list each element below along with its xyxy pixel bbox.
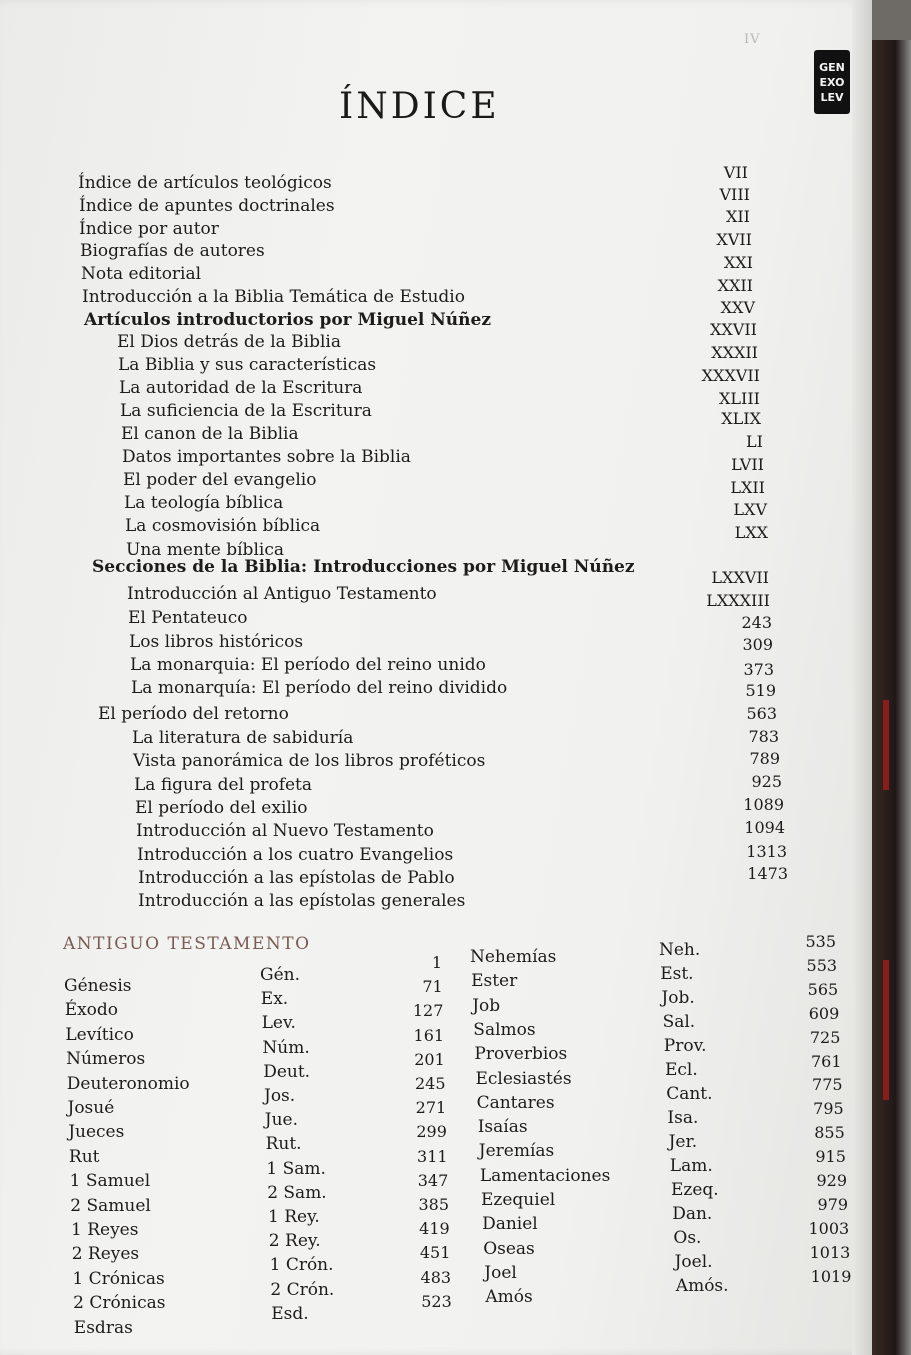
book-abbreviation: Gén.	[260, 965, 300, 985]
book-name: 2 Crónicas	[73, 1293, 166, 1314]
toc-entry-page: 783	[748, 727, 779, 746]
book-name: Isaías	[477, 1117, 528, 1138]
toc-entry-label: Vista panorámica de los libros proféticos	[133, 751, 486, 771]
toc-entry-page: LVII	[731, 455, 764, 474]
book-name: Deuteronomio	[66, 1073, 190, 1094]
book-page-number: 523	[421, 1291, 452, 1311]
toc-entry-label: Índice de artículos teológicos	[78, 173, 332, 193]
book-name: Salmos	[473, 1019, 536, 1040]
toc-entry-label: El período del retorno	[98, 704, 289, 724]
book-abbreviation: 1 Sam.	[266, 1158, 326, 1179]
toc-entry-page: XLIX	[721, 409, 761, 428]
toc-entry-label: La figura del profeta	[134, 775, 313, 795]
book-name: Joel	[484, 1262, 517, 1283]
book-page-number: 127	[412, 1001, 444, 1021]
toc-entry-page: XVII	[716, 230, 752, 249]
toc-entry-label: La literatura de sabiduría	[132, 728, 354, 748]
book-name: Lamentaciones	[479, 1165, 611, 1186]
toc-entry-label: Introducción a la Biblia Temática de Estudio	[82, 287, 465, 307]
toc-entry-page: 1094	[744, 818, 785, 837]
book-page-number: 979	[817, 1194, 849, 1214]
toc-entry-page: XXV	[720, 298, 755, 317]
book-name: Eclesiastés	[475, 1068, 572, 1089]
toc-entry-page: 373	[743, 660, 774, 679]
book-page-number: 553	[806, 955, 838, 975]
toc-entry-page: XXVII	[710, 320, 757, 339]
book-abbreviation: Cant.	[666, 1084, 713, 1104]
ribbon-marker	[883, 960, 889, 1100]
book-cover	[872, 40, 911, 1355]
thumb-tab-label: LEV	[820, 90, 844, 104]
book-name: 1 Samuel	[69, 1171, 151, 1192]
book-page-number: 71	[422, 977, 443, 997]
book-abbreviation: Ezeq.	[671, 1180, 719, 1200]
book-abbreviation: Lev.	[261, 1013, 296, 1034]
page-folio: IV	[744, 32, 761, 47]
book-abbreviation: 2 Crón.	[270, 1279, 335, 1300]
toc-entry-page: 243	[741, 613, 772, 632]
toc-entry-page: VIII	[719, 185, 750, 204]
toc-entry-label: Nota editorial	[81, 264, 202, 284]
book-page-number: 271	[415, 1098, 447, 1118]
toc-entry-label: El Dios detrás de la Biblia	[117, 332, 341, 352]
book-page-number: 419	[419, 1219, 450, 1239]
book-name: Job	[472, 995, 501, 1016]
book-abbreviation: 2 Sam.	[267, 1182, 327, 1203]
book-name: Esdras	[73, 1317, 133, 1338]
book-page-number: 299	[416, 1122, 447, 1142]
book-abbreviation: Prov.	[663, 1036, 707, 1056]
book-page-number: 795	[813, 1099, 844, 1119]
book-page-number: 385	[418, 1195, 449, 1214]
toc-entry-page: XXXII	[711, 343, 758, 362]
toc-entry-label: Introducción a los cuatro Evangelios	[137, 845, 454, 865]
book-name: Jeremías	[478, 1141, 555, 1162]
book-page-number: 565	[807, 979, 839, 999]
toc-entry-page: 1089	[743, 795, 784, 814]
book-abbreviation: 2 Rey.	[268, 1231, 321, 1252]
book-page-number: 1	[431, 953, 442, 972]
book-page-number: 1019	[810, 1266, 852, 1286]
toc-entry-page: 519	[745, 681, 776, 700]
book-abbreviation: Neh.	[659, 940, 701, 960]
page-title: ÍNDICE	[339, 86, 500, 127]
toc-entry-label: Introducción al Antiguo Testamento	[127, 584, 437, 604]
book-abbreviation: Os.	[673, 1228, 702, 1248]
book-page-number: 311	[417, 1146, 448, 1166]
book-abbreviation: Núm.	[262, 1037, 310, 1058]
toc-entry-page: VII	[723, 163, 748, 182]
book-page-number: 775	[812, 1075, 843, 1095]
book-page-number: 245	[414, 1074, 446, 1093]
thumb-tab-label: EXO	[819, 75, 845, 89]
book-page-number: 451	[419, 1243, 451, 1263]
book-page-number: 161	[413, 1025, 445, 1045]
book-page-number: 915	[815, 1147, 846, 1167]
book-page-number: 1013	[809, 1242, 851, 1262]
toc-entry-page: 789	[749, 749, 780, 768]
book-name: Ester	[471, 971, 518, 992]
toc-entry-page: LXXVII	[711, 568, 769, 587]
toc-entry-page: 563	[746, 704, 777, 723]
toc-entry-label: Una mente bíblica	[126, 540, 284, 560]
book-page-number: 609	[808, 1003, 840, 1023]
book-name: Oseas	[483, 1238, 535, 1259]
toc-entry-label: Índice por autor	[79, 219, 219, 239]
toc-entry-page: XXXVII	[701, 366, 760, 385]
book-abbreviation: Rut.	[265, 1134, 302, 1155]
book-page-number: 929	[816, 1171, 847, 1190]
book-abbreviation: Jue.	[264, 1110, 299, 1131]
book-abbreviation: Deut.	[263, 1061, 311, 1082]
toc-entry-label: La suficiencia de la Escritura	[120, 401, 372, 421]
toc-entry-label: La cosmovisión bíblica	[125, 516, 321, 536]
book-name: Jueces	[68, 1122, 125, 1143]
book-abbreviation: 1 Crón.	[269, 1255, 334, 1276]
book-name: 1 Crónicas	[72, 1268, 165, 1289]
book-name: Ezequiel	[481, 1190, 556, 1210]
book-abbreviation: Job.	[661, 988, 695, 1008]
toc-entry-page: LXXXIII	[706, 591, 770, 610]
toc-entry-label: Introducción a las epístolas de Pablo	[138, 868, 455, 888]
book-page-number: 201	[414, 1049, 445, 1069]
book-name: Génesis	[64, 976, 132, 996]
book-page-number: 725	[809, 1027, 841, 1047]
book-page-number: 483	[420, 1267, 452, 1287]
book-name: Levítico	[65, 1024, 134, 1045]
book-abbreviation: Esd.	[271, 1303, 309, 1324]
book-name: 2 Samuel	[70, 1195, 151, 1216]
toc-entry-page: LXV	[733, 500, 767, 519]
book-abbreviation: Joel.	[674, 1252, 713, 1272]
book-name: Josué	[67, 1098, 115, 1118]
book-name: Números	[66, 1049, 146, 1070]
book-name: Daniel	[482, 1214, 538, 1235]
toc-entry-label: El poder del evangelio	[123, 470, 317, 490]
toc-entry-page: 1313	[746, 842, 787, 861]
toc-entry-page: LXII	[730, 478, 765, 497]
book-page-number: 1003	[808, 1218, 850, 1238]
toc-entry-label: El período del exilio	[135, 798, 308, 818]
toc-entry-page: XXII	[717, 276, 753, 295]
toc-entry-page: LI	[746, 432, 763, 451]
ribbon-marker	[883, 700, 889, 790]
toc-entry-label: Índice de apuntes doctrinales	[79, 196, 335, 216]
book-name: Nehemías	[470, 947, 557, 967]
toc-entry-label: La autoridad de la Escritura	[119, 378, 363, 398]
toc-entry-page: XLIII	[719, 389, 760, 408]
page-edge	[852, 0, 872, 1355]
toc-entry-page: XII	[725, 207, 750, 226]
book-abbreviation: Isa.	[667, 1108, 699, 1128]
toc-entry-page: 1473	[747, 864, 788, 883]
book-abbreviation: Ecl.	[665, 1060, 698, 1080]
book-page-number: 761	[810, 1051, 842, 1071]
toc-entry-page: 925	[751, 772, 782, 791]
toc-entry-page: XXI	[723, 253, 753, 272]
toc-entry-label: La Biblia y sus características	[118, 355, 377, 375]
book-name: 2 Reyes	[71, 1244, 140, 1265]
book-name: Amós	[485, 1287, 533, 1308]
toc-entry-label: Biografías de autores	[80, 241, 265, 261]
toc-entry-label: Datos importantes sobre la Biblia	[122, 447, 411, 467]
toc-entry-label: Introducción a las epístolas generales	[138, 891, 466, 911]
toc-entry-label: Introducción al Nuevo Testamento	[136, 821, 434, 841]
book-page-number: 855	[814, 1123, 845, 1143]
toc-entry-label: La monarquía: El período del reino dividido	[131, 678, 508, 698]
book-abbreviation: Sal.	[662, 1012, 696, 1032]
book-abbreviation: 1 Rey.	[268, 1207, 320, 1227]
book-page-number: 347	[417, 1170, 449, 1190]
toc-entry-label: Secciones de la Biblia: Introducciones por Miguel Núñez	[92, 557, 635, 577]
book-abbreviation: Amós.	[675, 1276, 729, 1296]
book-abbreviation: Ex.	[260, 989, 289, 1010]
book-name: Proverbios	[474, 1044, 568, 1065]
book-abbreviation: Dan.	[672, 1204, 713, 1224]
thumb-tab-label: GEN	[819, 60, 845, 74]
book-page-number: 535	[805, 932, 836, 951]
book-abbreviation: Jer.	[668, 1132, 698, 1152]
toc-entry-page: 309	[742, 635, 773, 654]
toc-entry-label: La teología bíblica	[124, 493, 284, 513]
book-name: 1 Reyes	[71, 1220, 139, 1240]
ot-section-heading: ANTIGUO TESTAMENTO	[63, 934, 311, 954]
book-abbreviation: Est.	[660, 964, 694, 984]
toc-entry-label: El canon de la Biblia	[121, 424, 299, 444]
book-abbreviation: Jos.	[264, 1086, 296, 1106]
book-name: Cantares	[476, 1092, 555, 1113]
book-name: Éxodo	[64, 1000, 119, 1021]
toc-entry-page: LXX	[734, 523, 768, 542]
toc-entry-label: La monarquia: El período del reino unido	[130, 655, 486, 675]
toc-entry-label: Artículos introductorios por Miguel Núñez	[84, 310, 491, 330]
book-name: Rut	[68, 1146, 100, 1167]
toc-entry-label: Los libros históricos	[129, 632, 304, 652]
book-abbreviation: Lam.	[669, 1156, 713, 1176]
toc-entry-label: El Pentateuco	[128, 608, 248, 628]
